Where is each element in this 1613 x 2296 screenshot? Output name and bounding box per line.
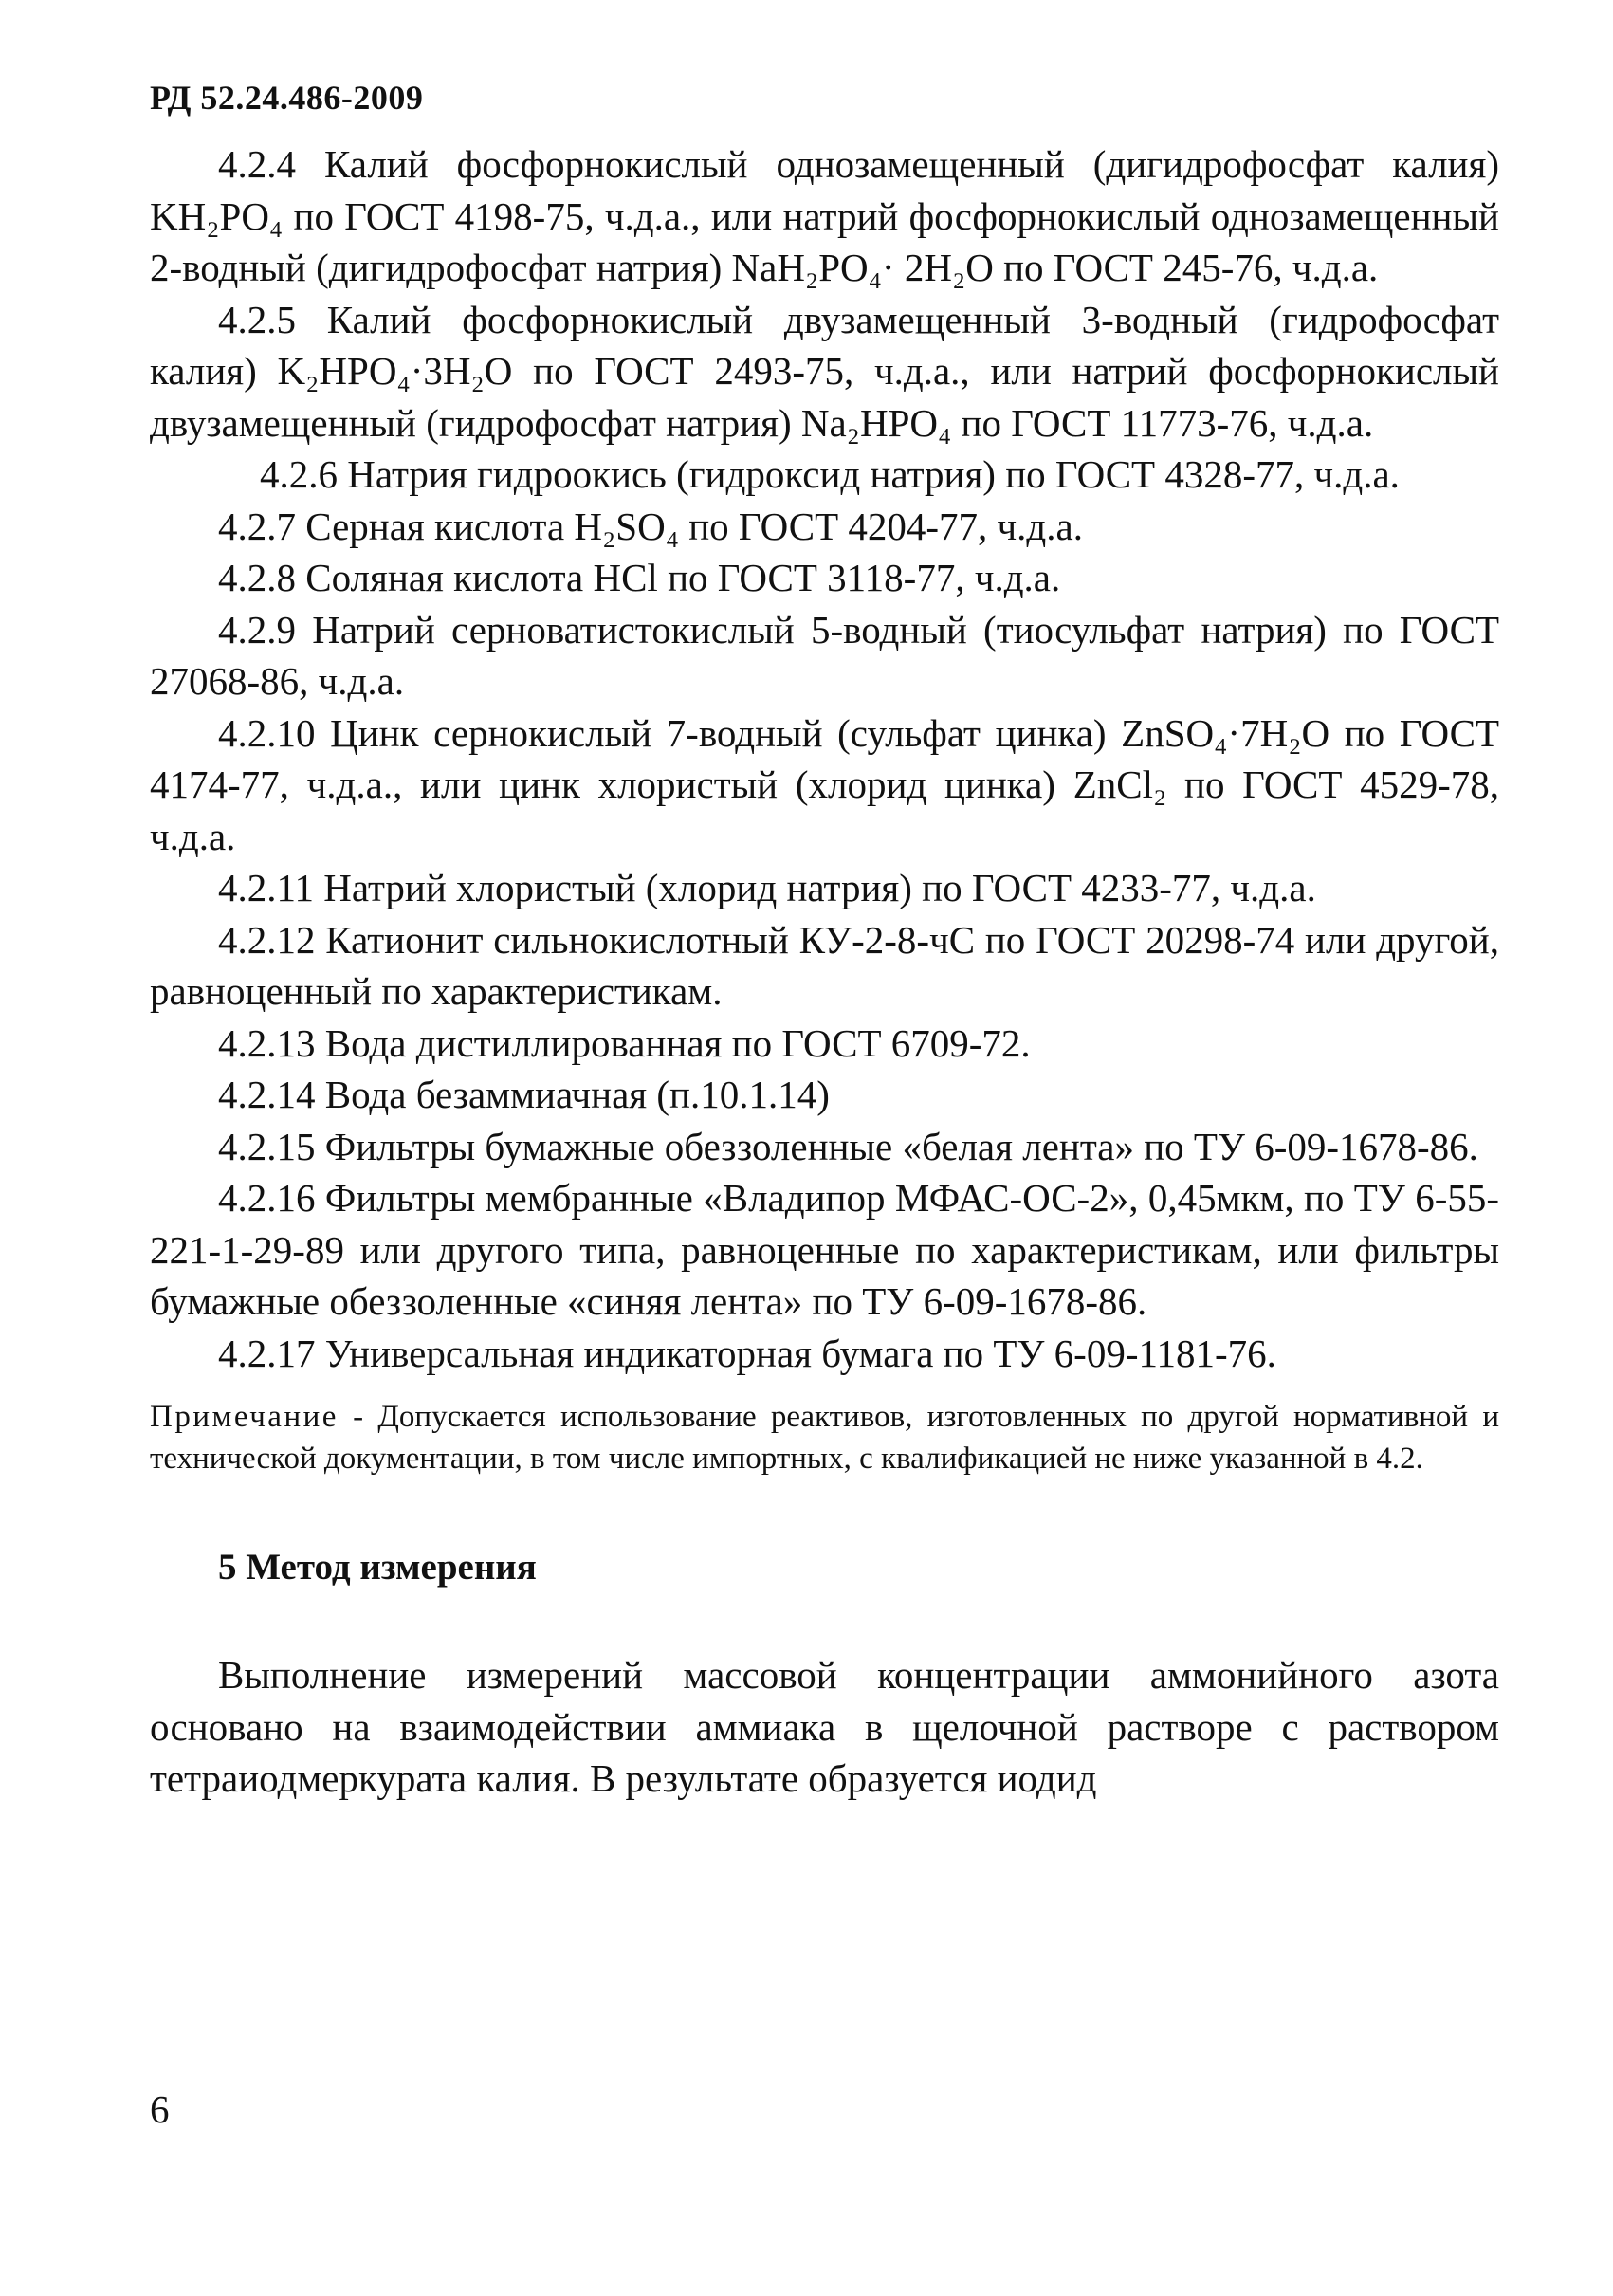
list-item: 4.2.9 Натрий серноватистокислый 5-водный (тиосульфат натрия) по ГОСТ 27068-86, ч.д.а. [150,607,1499,703]
list-item: 4.2.8 Соляная кислота HCl по ГОСТ 3118-77, ч.д.а. [218,556,1061,599]
list-item: 4.2.17 Универсальная индикаторная бумага по ТУ 6-09-1181-76. [218,1331,1276,1375]
list-item: 4.2.11 Натрий хлористый (хлорид натрия) по ГОСТ 4233-77, ч.д.а. [218,866,1316,909]
list-item: 4.2.12 Катионит сильнокислотный КУ-2-8-чС по ГОСТ 20298-74 или другой, равноценный по характеристикам. [150,917,1499,1013]
section-title: 5 Метод измерения [218,1547,537,1588]
list-item: 4.2.13 Вода дистиллированная по ГОСТ 6709-72. [218,1020,1031,1065]
list-item: 4.2.14 Вода безаммиачная (п.10.1.14) [218,1073,830,1116]
page-number: 6 [150,2087,170,2131]
note-text: - Допускается использование реактивов, изготовленных по другой нормативной и технической документации, в том числе импортных, с квалификацией не ниже указанной в 4.2. [150,1400,1499,1476]
list-item: 4.2.10 Цинк сернокислый 7-водный (сульфат цинка) ZnSO₄·7H₂O по ГОСТ 4174-77, ч.д.а., или цинк хлористый (хлорид цинка) ZnCl₂ по ГОСТ 4529-78, ч.д.а. [150,710,1499,858]
body-paragraph: Выполнение измерений массовой концентрации аммонийного азота основано на взаимодействии аммиака в щелочной растворе с раствором тетраиодмеркурата калия. В результате образуется иодид [150,1653,1499,1800]
list-item: 4.2.6 Натрия гидроокись (гидроксид натрия) по ГОСТ 4328-77, ч.д.а. [260,452,1400,496]
document-header: РД 52.24.486-2009 [150,79,424,117]
list-item: 4.2.15 Фильтры бумажные обеззоленные «белая лента» по ТУ 6-09-1678-86. [218,1124,1478,1168]
list-item: 4.2.7 Серная кислота H₂SO₄ по ГОСТ 4204-77, ч.д.а. [218,504,1083,548]
list-item: 4.2.5 Калий фосфорнокислый двузамещенный 3-водный (гидрофосфат калия) K₂HPO₄·3H₂O по ГОСТ 2493-75, ч.д.а., или натрий фосфорнокислый двузамещенный (гидрофосфат натрия) Na₂HPO₄ по ГОСТ 11773-76, ч.д.а. [150,297,1499,445]
list-item: 4.2.16 Фильтры мембранные «Владипор МФАС-ОС-2», 0,45мкм, по ТУ 6-55-221-1-29-89 или другого типа, равноценные по характеристикам, или фильтры бумажные обеззоленные «синяя лента» по ТУ 6-09-1678-86. [150,1176,1499,1323]
note [150,1396,1499,1479]
note-label: Примечание [150,1400,339,1434]
reagent-list [150,138,1499,1379]
list-item: 4.2.4 Калий фосфорнокислый однозамещенный (дигидрофосфат калия) KH₂PO₄ по ГОСТ 4198-75, ч.д.а., или натрий фосфорнокислый однозамещенный 2-водный (дигидрофосфат натрия) NaH₂PO₄· 2H₂O по ГОСТ 245-76, ч.д.а. [150,142,1499,289]
